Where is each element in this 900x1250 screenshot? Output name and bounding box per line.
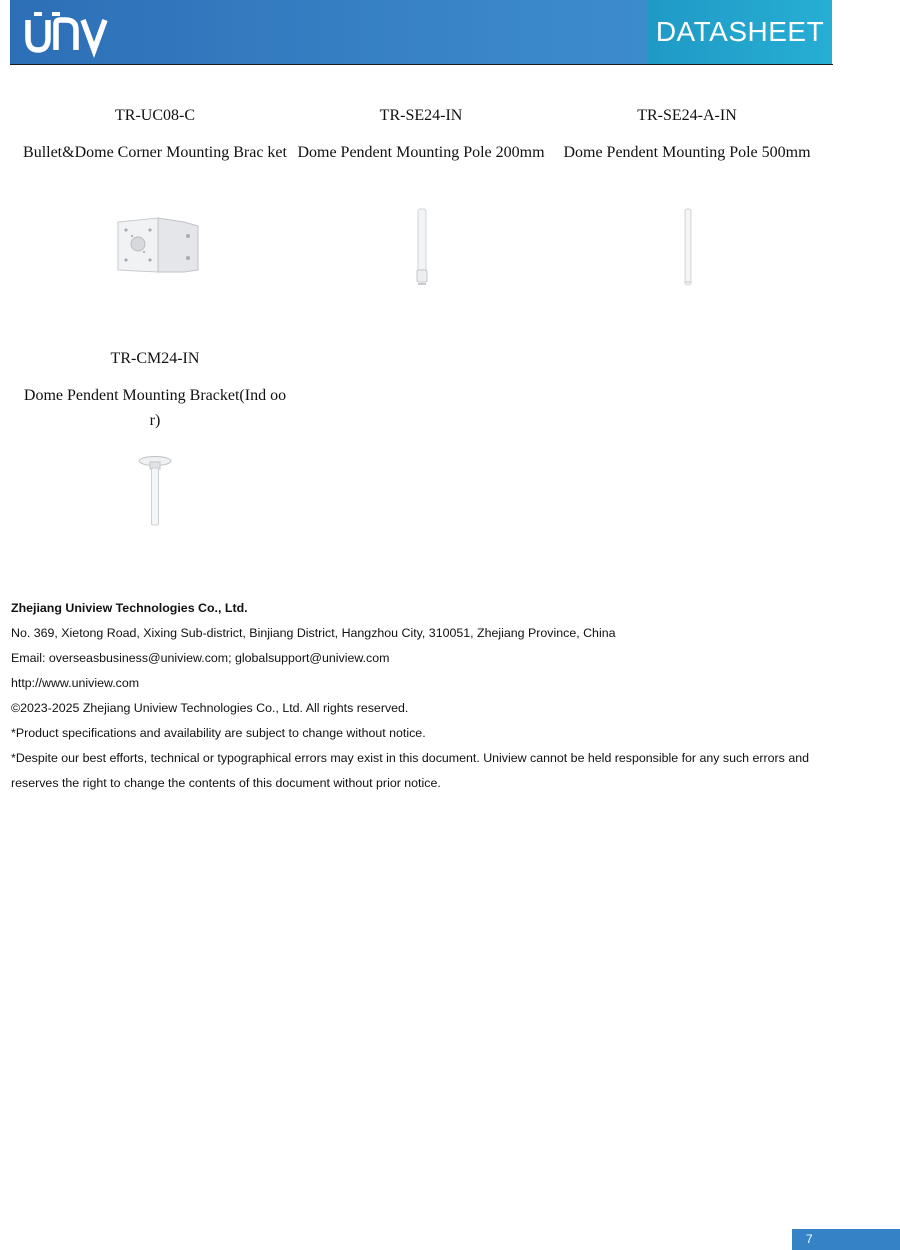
product-card xyxy=(22,349,288,433)
short-pole-icon xyxy=(414,208,430,288)
unv-logo xyxy=(24,6,108,58)
copyright-line: ©2023-2025 Zhejiang Uniview Technologies Co., Ltd. All rights reserved. xyxy=(11,701,409,715)
product-card xyxy=(22,106,288,165)
product-name: Bullet&Dome Corner Mounting Brac ket xyxy=(23,144,287,161)
product-name: Dome Pendent Mounting Pole 500mm xyxy=(563,144,811,161)
product-card xyxy=(554,106,820,165)
page-number-badge xyxy=(792,1229,900,1250)
company-email: Email: overseasbusiness@uniview.com; globalsupport@uniview.com xyxy=(11,651,390,665)
datasheet-badge: DATASHEET xyxy=(648,0,832,64)
header-bar xyxy=(10,0,832,64)
company-name: Zhejiang Uniview Technologies Co., Ltd. xyxy=(11,601,248,615)
product-code: TR-UC08-C xyxy=(115,107,195,124)
pendent-bracket-icon xyxy=(136,454,174,528)
page-number: 7 xyxy=(806,1232,813,1246)
notice-specifications: *Product specifications and availability are subject to change without notice. xyxy=(11,726,426,740)
notice-disclaimer: *Despite our best efforts, technical or typographical errors may exist in this document. Uniview cannot be held responsible for any such errors and reserves the right to change the contents of this document without prior notice. xyxy=(11,751,809,790)
company-website: http://www.uniview.com xyxy=(11,676,140,690)
header-divider xyxy=(10,64,833,65)
product-card xyxy=(288,106,554,165)
company-footer xyxy=(11,596,831,796)
corner-bracket-icon xyxy=(112,214,202,276)
product-name: Dome Pendent Mounting Pole 200mm xyxy=(297,144,545,161)
product-code: TR-SE24-IN xyxy=(379,107,463,124)
company-address: No. 369, Xietong Road, Xixing Sub-district, Binjiang District, Hangzhou City, 310051, Zhejiang Province, China xyxy=(11,626,616,640)
long-pole-icon xyxy=(682,208,694,288)
product-code: TR-CM24-IN xyxy=(110,350,200,367)
product-code: TR-SE24-A-IN xyxy=(637,107,737,124)
product-name: Dome Pendent Mounting Bracket(Ind oor) xyxy=(23,387,287,429)
